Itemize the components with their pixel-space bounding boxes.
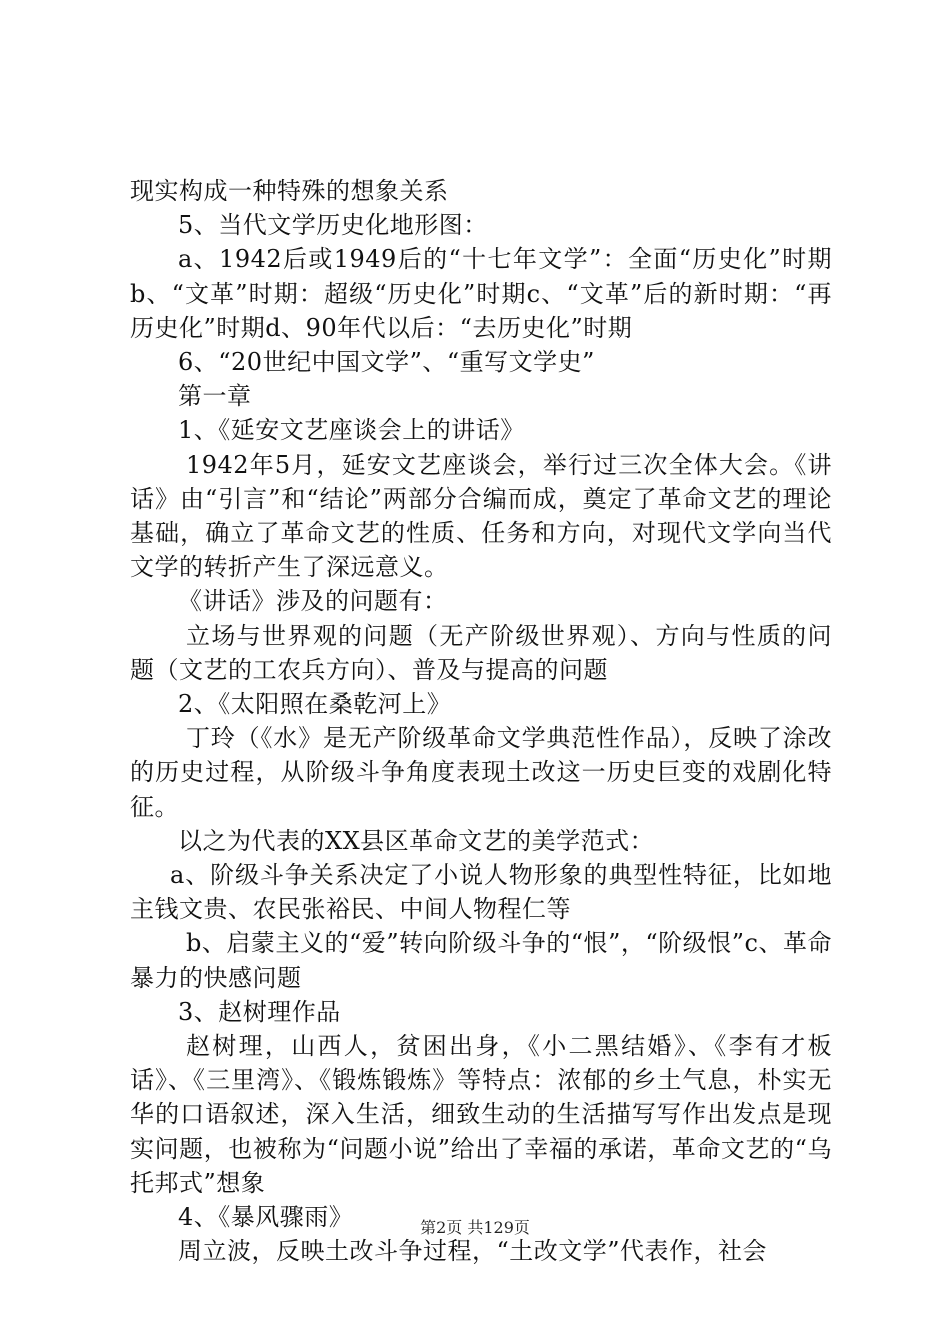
paragraph-item-6-heading: 6、“20世纪中国文学”、“重写文学史” <box>178 348 595 377</box>
section-2-paradigm-heading: 以之为代表的XX县区革命文艺的美学范式： <box>178 826 655 855</box>
section-1-heading: 1、《延安文艺座谈会上的讲话》 <box>178 416 525 445</box>
paragraph-item-5-body: a、1942后或1949后的“十七年文学”：全面“历史化”时期b、“文革”时期：超级“历史化”时期c、“文革”后的新时期：“再历史化”时期d、90年代以后：“去历史化”时期 <box>130 245 832 342</box>
section-1-issues-heading: 《讲话》涉及的问题有： <box>178 587 448 616</box>
section-1-issues-body: 立场与世界观的问题（无产阶级世界观）、方向与性质的问题（文艺的工农兵方向）、普及与提高的问题 <box>130 621 832 684</box>
section-2-body: 丁玲（《水》是无产阶级革命文学典范性作品），反映了涂改的历史过程，从阶级斗争角度表现土改这一历史巨变的戏剧化特征。 <box>130 724 832 821</box>
document-body <box>130 174 832 1269</box>
section-3-body: 赵树理，山西人，贫困出身，《小二黑结婚》、《李有才板话》、《三里湾》、《锻炼锻炼》等特点：浓郁的乡土气息，朴实无华的口语叙述，深入生活，细致生动的生活描写写作出发点是现实问题，也被称为“问题小说”给出了幸福的承诺，革命文艺的“乌托邦式”想象 <box>130 1032 832 1197</box>
section-1-body: 1942年5月，延安文艺座谈会，举行过三次全体大会。《讲话》由“引言”和“结论”两部分合编而成，奠定了革命文艺的理论基础，确立了革命文艺的性质、任务和方向，对现代文学向当代文学的转折产生了深远意义。 <box>130 450 832 582</box>
section-2-heading: 2、《太阳照在桑乾河上》 <box>178 690 452 719</box>
chapter-heading: 第一章 <box>178 382 252 411</box>
section-4-heading: 4、《暴风骤雨》 <box>178 1203 354 1232</box>
section-3-heading: 3、赵树理作品 <box>178 997 341 1026</box>
section-4-body: 周立波，反映土改斗争过程，“土改文学”代表作，社会 <box>178 1237 768 1266</box>
section-2-paradigm-a: a、阶级斗争关系决定了小说人物形象的典型性特征，比如地主钱文贵、农民张裕民、中间人物程仁等 <box>130 861 832 924</box>
page-number-footer: 第2页 共129页 <box>420 1218 530 1237</box>
paragraph-item-5-heading: 5、当代文学历史化地形图： <box>178 211 488 240</box>
paragraph-continuation: 现实构成一种特殊的想象关系 <box>130 177 449 205</box>
section-2-paradigm-b-c: b、启蒙主义的“爱”转向阶级斗争的“恨”，“阶级恨”c、革命暴力的快感问题 <box>130 929 832 992</box>
